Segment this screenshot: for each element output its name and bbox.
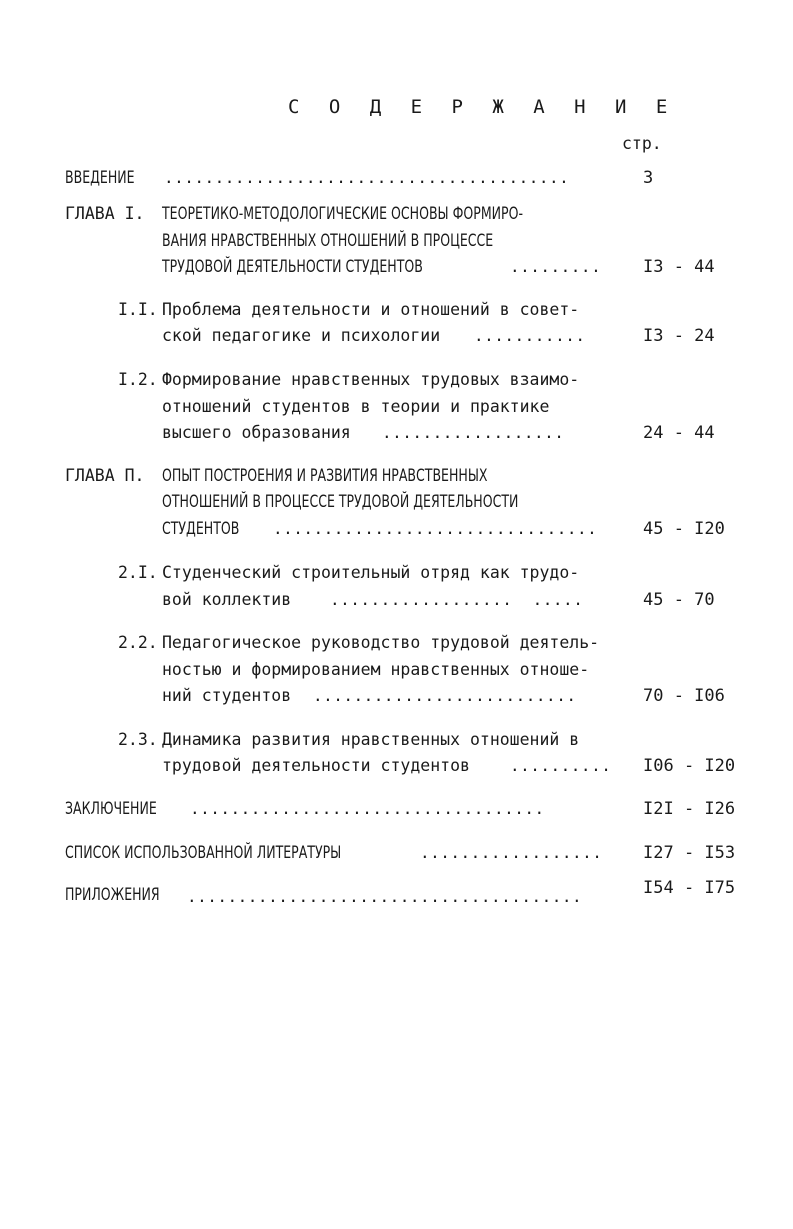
leader-dots: .......... xyxy=(510,756,612,775)
leader-dots: .................. xyxy=(420,843,603,862)
page-number: 45 - I20 xyxy=(643,519,725,539)
entry-title-line: ВВЕДЕНИЕ xyxy=(65,168,135,188)
entry-title-line: высшего образования xyxy=(162,423,351,442)
leader-dots: ......... xyxy=(510,257,602,276)
section-label: 2.3. xyxy=(118,730,158,749)
page-number: 3 xyxy=(643,168,654,188)
page-column-label: стр. xyxy=(622,134,662,153)
page-number: I2I - I26 xyxy=(643,799,736,819)
entry-title-line: СПИСОК ИСПОЛЬЗОВАННОЙ ЛИТЕРАТУРЫ xyxy=(65,843,342,863)
entry-title-line: ЗАКЛЮЧЕНИЕ xyxy=(65,799,157,819)
section-label: 2.2. xyxy=(118,633,158,652)
page-number: I54 - I75 xyxy=(643,878,736,898)
leader-dots: .................. ..... xyxy=(330,590,584,609)
entry-title-line: трудовой деятельности студентов xyxy=(162,756,470,775)
entry-title-line: ВАНИЯ НРАВСТВЕННЫХ ОТНОШЕНИЙ В ПРОЦЕССЕ xyxy=(162,231,494,251)
leader-dots: .......................... xyxy=(313,686,577,705)
page-title: С О Д Е Р Ж А Н И Е xyxy=(288,96,677,118)
leader-dots: ........................................ xyxy=(164,168,570,187)
page-number: I3 - 24 xyxy=(643,326,715,346)
leader-dots: ........... xyxy=(474,326,586,345)
entry-title-line: вой коллектив xyxy=(162,590,292,609)
entry-title-line: ской педагогике и психологии xyxy=(162,326,441,345)
page-number: 70 - I06 xyxy=(643,686,725,706)
entry-title-line: отношений студентов в теории и практике xyxy=(162,397,550,416)
leader-dots: ................................ xyxy=(273,519,598,538)
entry-title-line: ОПЫТ ПОСТРОЕНИЯ И РАЗВИТИЯ НРАВСТВЕННЫХ xyxy=(162,466,488,486)
entry-title-line: Динамика развития нравственных отношений в xyxy=(162,730,580,749)
section-label: I.2. xyxy=(118,370,158,389)
section-label: I.I. xyxy=(118,300,158,319)
entry-title-line: Педагогическое руководство трудовой деятель- xyxy=(162,633,600,652)
page-number: I27 - I53 xyxy=(643,843,736,863)
entry-title-line: СТУДЕНТОВ xyxy=(162,519,240,539)
entry-title-line: ний студентов xyxy=(162,686,292,705)
leader-dots: .................. xyxy=(382,423,565,442)
leader-dots: ................................... xyxy=(190,799,545,818)
chapter-label: ГЛАВА I. xyxy=(65,204,145,223)
entry-title-line: ОТНОШЕНИЙ В ПРОЦЕССЕ ТРУДОВОЙ ДЕЯТЕЛЬНОСТИ xyxy=(162,492,519,512)
section-label: 2.I. xyxy=(118,563,158,582)
page-number: 45 - 70 xyxy=(643,590,715,610)
entry-title-line: Проблема деятельности и отношений в совет- xyxy=(162,300,580,319)
page-number: 24 - 44 xyxy=(643,423,715,443)
entry-title-line: ТЕОРЕТИКО-МЕТОДОЛОГИЧЕСКИЕ ОСНОВЫ ФОРМИРО- xyxy=(162,204,523,224)
page-number: I3 - 44 xyxy=(643,257,715,277)
entry-title-line: ностью и формированием нравственных отноше- xyxy=(162,660,590,679)
entry-title-line: Студенческий строительный отряд как трудо- xyxy=(162,563,580,582)
leader-dots: ....................................... xyxy=(187,887,583,906)
entry-title-line: ПРИЛОЖЕНИЯ xyxy=(65,885,160,905)
chapter-label: ГЛАВА П. xyxy=(65,466,145,485)
entry-title-line: ТРУДОВОЙ ДЕЯТЕЛЬНОСТИ СТУДЕНТОВ xyxy=(162,257,423,277)
page-number: I06 - I20 xyxy=(643,756,736,776)
entry-title-line: Формирование нравственных трудовых взаимо- xyxy=(162,370,580,389)
